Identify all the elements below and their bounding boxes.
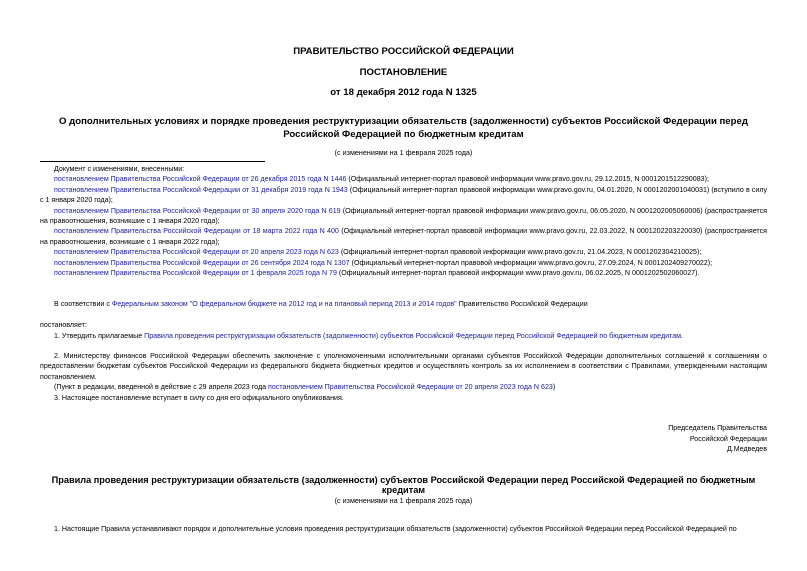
amendment-item [40,206,767,227]
amendment-item [54,174,767,184]
point-1-text: 1. Утвердить прилагаемые [54,332,145,340]
signature-name: Д.Медведев [726,445,767,454]
amendment-link[interactable]: постановлением Правительства Российской Федерации от 18 марта 2022 года N 400 [54,227,339,236]
signature-position: Председатель Правительства [668,424,767,432]
signature-block [567,423,767,455]
rules-title: Правила проведения реструктуризации обязательств (задолженности) субъектов Российской Федерации перед Российской Федерацией по бюджетным кредитам [51,475,756,495]
doc-type-heading: ПОСТАНОВЛЕНИЕ [359,67,448,78]
note-link[interactable]: постановлением Правительства Российской Федерации от 20 апреля 2023 года N 623 [268,383,553,391]
amendment-link[interactable]: постановлением Правительства Российской Федерации от 31 декабря 2019 года N 1943 [54,185,348,194]
point-2-note [54,382,767,392]
amendment-link[interactable]: постановлением Правительства Российской Федерации от 26 декабря 2015 года N 1446 [54,175,347,184]
amendment-link[interactable]: постановлением Правительства Российской Федерации от 1 февраля 2025 года N 79 [54,269,337,278]
amendment-details: (Официальный интернет-портал правовой информации www.pravo.gov.ru, 21.04.2023, N 0001202304210025); [338,248,702,257]
amendment-details: (Официальный интернет-портал правовой информации www.pravo.gov.ru, 06.05.2020, N 0001202005060006) (распространяется на правоотношения, возникшие с 1 января 2020 года); [40,206,767,226]
date-number-heading: от 18 декабря 2012 года N 1325 [330,87,477,98]
federal-law-link[interactable]: Федеральным законом "О федеральном бюджете на 2012 год и на плановый период 2013 и 2014 годов" [111,300,457,308]
amendment-details: (Официальный интернет-портал правовой информации www.pravo.gov.ru, 04.01.2020, N 0001202001040031) (вступило в силу с 1 января 2020 года); [40,185,768,205]
amendments-intro: Документ с изменениями, внесенными: [54,165,185,173]
amendment-details: (Официальный интернет-портал правовой информации www.pravo.gov.ru, 06.02.2025, N 0001202502060027). [336,269,700,278]
note-text: (Пункт в редакции, введенной в действие с 29 апреля 2023 года [54,383,268,391]
amendment-item [40,185,767,206]
decree-word: постановляет: [40,321,87,329]
amendment-details: (Официальный интернет-портал правовой информации www.pravo.gov.ru, 27.09.2024, N 0001202409270022); [349,258,713,267]
authority-heading: ПРАВИТЕЛЬСТВО РОССИЙСКОЙ ФЕДЕРАЦИИ [293,46,514,57]
amendment-item [40,226,767,247]
preamble-text-end: Правительство Российской Федерации [456,300,588,308]
point-3: 3. Настоящее постановление вступает в силу со дня его официального опубликования. [54,394,344,402]
amendment-link[interactable]: постановлением Правительства Российской Федерации от 20 апреля 2023 года N 623 [54,248,339,257]
rules-point-1: 1. Настоящие Правила устанавливают порядок и дополнительные условия проведения реструктуризации обязательств (задолженности) субъектов Российской Федерации перед Российской Федерацией по [54,525,737,533]
signature-country: Российской Федерации [689,434,767,443]
note-text-end: ) [552,383,556,391]
preamble-paragraph [54,299,767,309]
amendments-list [40,164,768,278]
rules-revision: (с изменениями на 1 февраля 2025 года) [334,496,473,505]
amendment-link[interactable]: постановлением Правительства Российской Федерации от 30 апреля 2020 года N 619 [54,206,341,215]
point-1-end: . [681,332,684,340]
amendment-item [54,247,767,257]
amendment-details: (Официальный интернет-портал правовой информации www.pravo.gov.ru, 29.12.2015, N 0001201512290083); [346,175,709,184]
amendment-item [54,268,767,278]
preamble-text: В соответствии с [54,300,112,308]
amendment-link[interactable]: постановлением Правительства Российской Федерации от 26 сентября 2024 года N 1307 [54,258,350,267]
amendment-item [54,258,767,268]
point-1 [54,331,767,341]
amendments-divider [40,161,265,162]
point-2: 2. Министерству финансов Российской Федерации обеспечить заключение с уполномоченными исполнительными органами субъектов Российской Федерации дополнительных соглашений к соглашениям о предоставлении бюджетам субъектов Российской Федерации из федерального бюджета бюджетных кредитов и осуществлять контроль за их исполнением в соответствии с Правилами, утвержденными настоящим постановлением. [40,352,767,381]
rules-link[interactable]: Правила проведения реструктуризации обязательств (задолженности) субъектов Российской Федерации перед Российской Федерацией по бюджетным кредитам [144,332,682,340]
document-revision: (с изменениями на 1 февраля 2025 года) [334,148,473,157]
amendment-details: (Официальный интернет-портал правовой информации www.pravo.gov.ru, 22.03.2022, N 0001202203220030) (распространяется на правоотношения, возникшие с 1 января 2022 года); [40,227,767,246]
document-title: О дополнительных условиях и порядке проведения реструктуризации обязательств (задолженности) субъектов Российской Федерации перед Российской Федерацией по бюджетным кредитам [59,116,748,140]
